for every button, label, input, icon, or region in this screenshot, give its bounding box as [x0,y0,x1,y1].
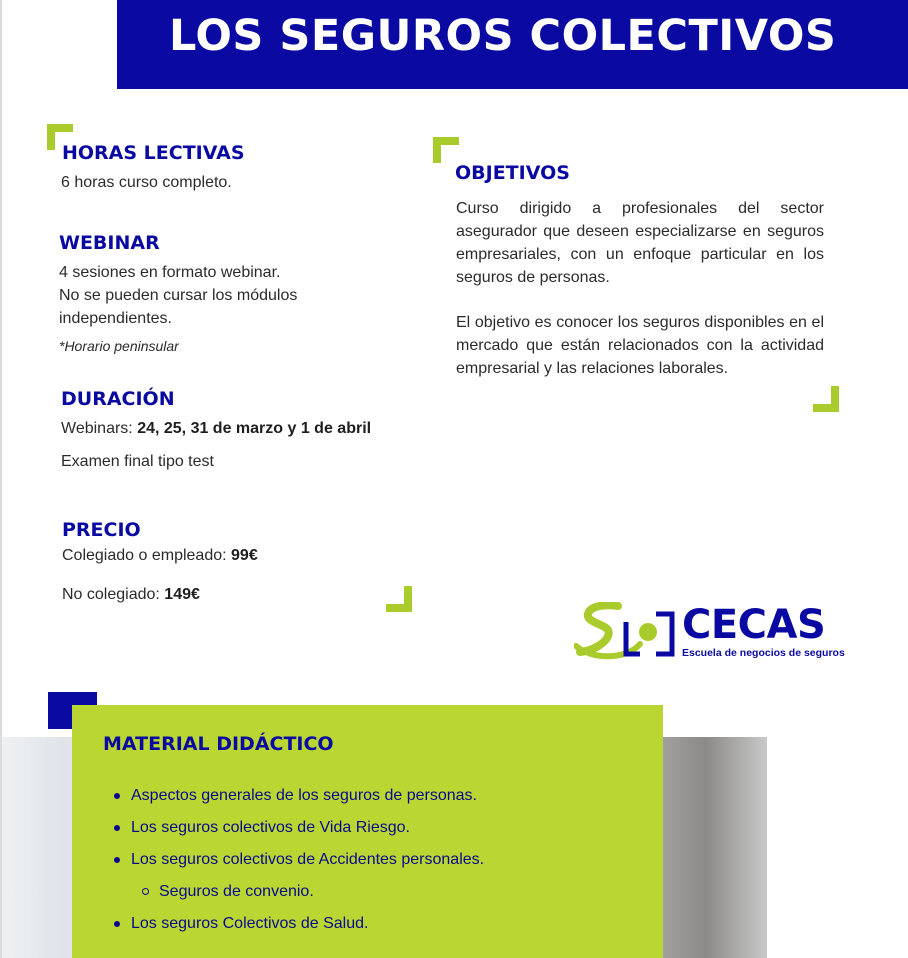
horas-lectivas-text: 6 horas curso completo. [61,174,232,191]
list-item [114,913,369,935]
webinar-line-1: 4 sesiones en formato webinar. [59,264,281,281]
precio-no-colegiado-line [62,583,200,606]
precio-colegiado-value: 99€ [231,547,258,564]
duracion-dates: 24, 25, 31 de marzo y 1 de abril [137,420,372,437]
precio-no-colegiado-label: No colegiado: [62,586,165,603]
list-item-text: Los seguros colectivos de Accidentes personales. [131,851,485,868]
duracion-label: Webinars: [61,420,138,437]
page-title: LOS SEGUROS COLECTIVOS [169,11,837,61]
hollow-bullet-icon [142,888,149,895]
list-item-text: Aspectos generales de los seguros de personas. [131,787,477,804]
horas-lectivas-title: HORAS LECTIVAS [62,142,245,164]
list-item-text: Los seguros colectivos de Vida Riesgo. [131,819,410,836]
corner-bracket-bottom-right-objetivos [813,386,839,412]
bullet-icon [114,793,120,799]
webinar-line-2: No se pueden cursar los módulos [59,287,298,304]
cecas-logo-mark-icon [574,602,680,664]
corner-bracket-top-left-objetivos [433,137,459,163]
duracion-title: DURACIÓN [61,388,175,410]
logo-tagline: Escuela de negocios de seguros [682,647,845,659]
bullet-icon [114,857,120,863]
list-item-text: Los seguros Colectivos de Salud. [131,915,369,932]
list-item [114,817,410,839]
list-item [114,849,485,871]
webinar-line-3: independientes. [59,310,172,327]
precio-no-colegiado-value: 149€ [164,586,200,603]
objetivos-paragraph-2: El objetivo es conocer los seguros disponibles en el mercado que están relacionados con la actividad empresarial y las relaciones laborales. [456,314,824,377]
duracion-exam: Examen final tipo test [61,453,214,470]
material-didactico-title: MATERIAL DIDÁCTICO [103,733,334,755]
list-item-text: Seguros de convenio. [159,883,314,900]
list-item [114,785,477,807]
webinar-title: WEBINAR [59,232,160,254]
cecas-logo [574,602,844,664]
duracion-dates-line [61,417,371,440]
corner-bracket-bottom-right-left-column [386,586,412,612]
precio-title: PRECIO [62,519,141,541]
bullet-icon [114,825,120,831]
objetivos-title: OBJETIVOS [455,162,570,184]
objetivos-paragraph-1: Curso dirigido a profesionales del sector asegurador que deseen especializarse en seguros empresariales, con un enfoque particular en los seguros de personas. [456,200,824,286]
logo-brand-name: CECAS [682,602,826,648]
precio-colegiado-line [62,544,258,567]
precio-colegiado-label: Colegiado o empleado: [62,547,232,564]
webinar-note: *Horario peninsular [59,338,179,354]
header-banner [117,0,908,89]
bullet-icon [114,921,120,927]
material-didactico-panel [72,705,663,958]
list-item-nested [142,881,314,903]
